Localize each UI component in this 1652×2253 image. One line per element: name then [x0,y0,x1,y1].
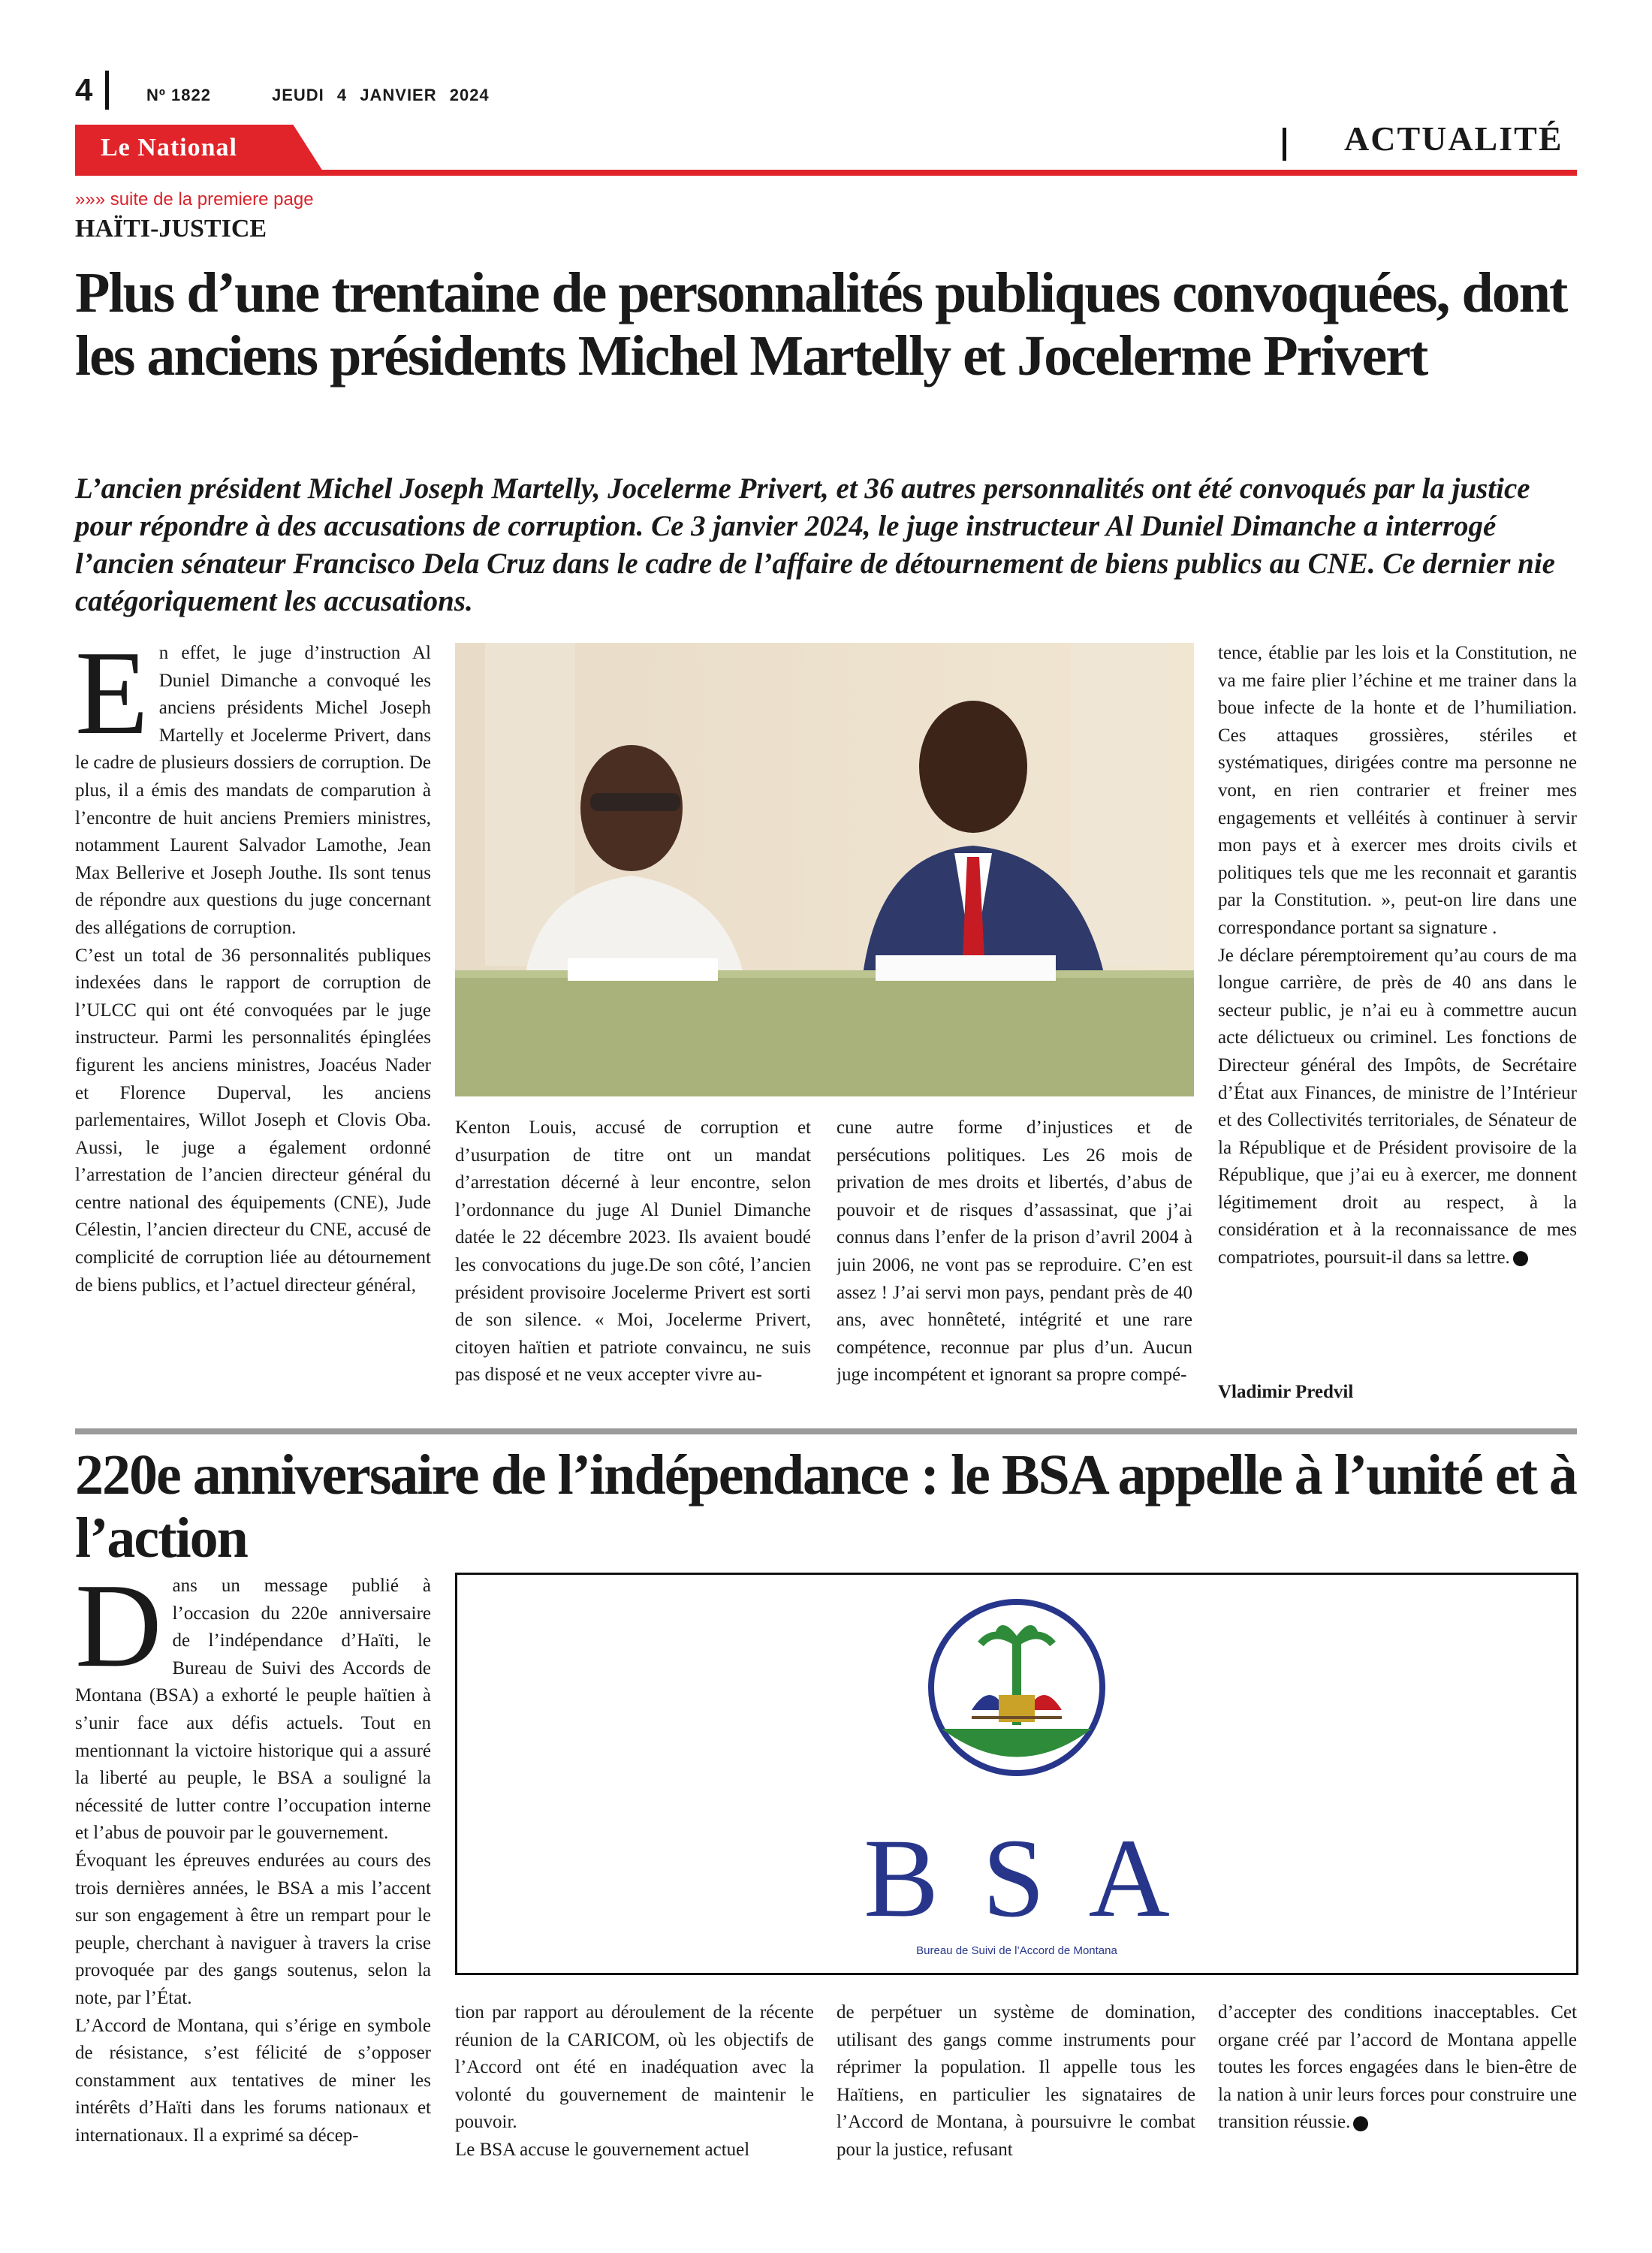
haiti-coat-of-arms-icon [927,1597,1107,1778]
paragraph: Je déclare péremptoirement qu’au cours de ma longue carrière, de près de 40 ans dans le secteur public, je n’ai eu à commettre aucun acte délictueux ou criminel. Les fonctions de Directeur général des Impôts, de Secrétaire d’État aux Finances, de ministre de l’Intérieur et des Collectivités territoriales, de Sénateur de la République et de Président provisoire de la République, que j’ai eu à exercer, me donnent légitimement droit au respect, à la considération et à la reconnaissance de mes compatriotes, poursuit-il dans sa lettre. [1218,945,1577,1268]
continued-link[interactable]: »»» suite de la premiere page [75,189,314,210]
issue-date: JEUDI 4 JANVIER 2024 [272,86,490,104]
issue-number: Nº 1822 [146,86,211,104]
article-column-1 [75,640,431,1418]
drop-cap: E [75,640,149,759]
article-column-4 [1218,640,1577,1418]
logo-subtitle: Bureau de Suivi de l’Accord de Montana [916,1944,1117,1957]
page-number-divider [105,71,109,110]
signing-photo-illustration [455,643,1194,1096]
article-column-2 [455,1114,811,1418]
article-column-4 [1218,1999,1577,2224]
page-number: 4 [75,72,93,107]
paragraph: tion par rapport au déroulement de la récente réunion de la CARICOM, où les objectifs de l’Accord ont été en inadéquation avec la volonté du gouvernement de maintenir le pouvoir. [455,2002,814,2133]
section-label: ACTUALITÉ [1344,119,1563,158]
article-column-3 [837,1114,1192,1418]
end-mark-icon [1513,1251,1528,1266]
paragraph: Le BSA accuse le gouvernement actuel [455,2139,750,2160]
byline: Vladimir Predvil [1218,1382,1354,1402]
article-column-2 [455,1999,814,2224]
header-red-rule [75,170,1577,176]
drop-cap: D [75,1573,162,1692]
logo-letters: BSA [864,1816,1213,1941]
paragraph: Évoquant les épreuves endurées au cours des trois dernières années, le BSA a mis l’accent sur son engagement à être un rempart pour le peuple, cherchant à naviguer à travers la crise provoquée par des gangs soutenus, selon la note, par l’État. [75,1850,431,2008]
article-kicker: HAÏTI-JUSTICE [75,215,267,243]
section-divider [1283,128,1286,161]
article-column-3 [837,1999,1195,2224]
paragraph: d’accepter des conditions inacceptables. Cet organe créé par l’accord de Montana appelle toutes les forces engagées dans le bien-être de la nation à unir leurs forces pour construire une transition réussie. [1218,2002,1577,2133]
end-mark-icon [1353,2116,1368,2131]
paragraph: Kenton Louis, accusé de corruption et d’usurpation de titre ont un mandat d’arrestation décerné à leur encontre, selon l’ordonnance du juge Al Duniel Dimanche datée le 22 décembre 2023. Ils avaient boudé les convocations du juge.De son côté, l’ancien président provisoire Jocelerme Privert est sorti de son silence. « Moi, Jocelerme Privert, citoyen haïtien et patriote convaincu, ne suis pas disposé et ne veux accepter vivre au- [455,1117,811,1386]
paragraph: L’Accord de Montana, qui s’érige en symbole de résistance, s’est félicité de s’opposer constamment aux tentatives de miner les intérêts d’Haïti dans les forums nationaux et internationaux. Il a exprimé sa décep- [75,2015,431,2146]
paragraph: ans un message publié à l’occasion du 220e anniversaire de l’indépendance d’Haïti, le Bureau de Suivi des Accords de Montana (BSA) a exhorté le peuple haïtien à s’unir face aux défis actuels. Tout en mentionnant la victoire historique qui a assuré la liberté au peuple, le BSA a souligné la nécessité de lutter contre l’occupation interne et l’abus de pouvoir par le gouvernement. [75,1576,431,1844]
paragraph: de perpétuer un système de domination, utilisant des gangs comme instruments pour réprimer la population. Il appelle tous les Haïtiens, en particulier les signataires de l’Accord de Montana, à poursuivre le combat pour la justice, refusant [837,2002,1195,2160]
bsa-logo-figure [455,1573,1578,1975]
paragraph: cune autre forme d’injustices et de persécutions politiques. Les 26 mois de privation de mes droits et libertés, d’abus de pouvoir et de risques d’assassinat, que j’ai connus dans l’enfer de la prison d’avril 2004 à juin 2006, ne vont pas se reproduire. C’en est assez ! J’ai servi mon pays, pendant près de 40 ans, avec honnêteté, intégrité et une rare compétence, reconnue par plus d’un. Aucun juge incompétent et ignorant sa propre compé- [837,1117,1192,1386]
paragraph: tence, établie par les lois et la Constitution, ne va me faire plier l’échine et me trainer dans la boue infecte de la honte et de l’humiliation. Ces attaques grossières, stériles et systématiques, dirigées contre ma personne ne vont, en rien contrarier et freiner mes engagements et velléités à continuer à servir mon pays et à exercer mes droits civils et politiques tels que me les reconnait et garantis par la Constitution. », peut-on lire dans une correspondance portant sa signature . [1218,643,1577,938]
article-divider [75,1428,1577,1434]
article-photo [455,643,1194,1096]
paragraph: n effet, le juge d’instruction Al Duniel Dimanche a convoqué les anciens présidents Michel Joseph Martelly et Jocelerme Privert, dans le cadre de plusieurs dossiers de corruption. De plus, il a émis des mandats de comparution à l’encontre de huit anciens Premiers ministres, notamment Laurent Salvador Lamothe, Jean Max Bellerive et Joseph Jouthe. Ils sont tenus de répondre aux questions du juge concernant des allégations de corruption. [75,643,431,938]
article-column-1 [75,1573,431,2223]
paragraph: C’est un total de 36 personnalités publiques indexées dans le rapport de corruption de l’ULCC qui ont été convoquées par le juge instructeur. Parmi les personnalités épinglées figurent les anciens ministres, Joacéus Nader et Florence Duperval, les anciens parlementaires, Willot Joseph et Clovis Oba. Aussi, le juge a également ordonné l’arrestation de l’ancien directeur général du centre national des équipements (CNE), Jude Célestin, l’ancien directeur du CNE, accusé de complicité de corruption liée au détournement de biens publics, et l’actuel directeur général, [75,945,431,1295]
article-headline: Plus d’une trentaine de personnalités publiques convoquées, dont les anciens présidents Michel Martelly et Jocelerme Privert [75,261,1567,388]
article-headline: 220e anniversaire de l’indépendance : le BSA appelle à l’unité et à l’action [75,1443,1576,1570]
article-deck: L’ancien président Michel Joseph Martelly, Jocelerme Privert, et 36 autres personnalités ont été convoqués par la justice pour répondre à des accusations de corruption. Ce 3 janvier 2024, le juge instructeur Al Duniel Dimanche a interrogé l’ancien sénateur Francisco Dela Cruz dans le cadre de l’affaire de détournement de biens publics au CNE. Ce dernier nie catégoriquement les accusations. [75,472,1555,617]
newspaper-brand: Le National [101,134,237,161]
